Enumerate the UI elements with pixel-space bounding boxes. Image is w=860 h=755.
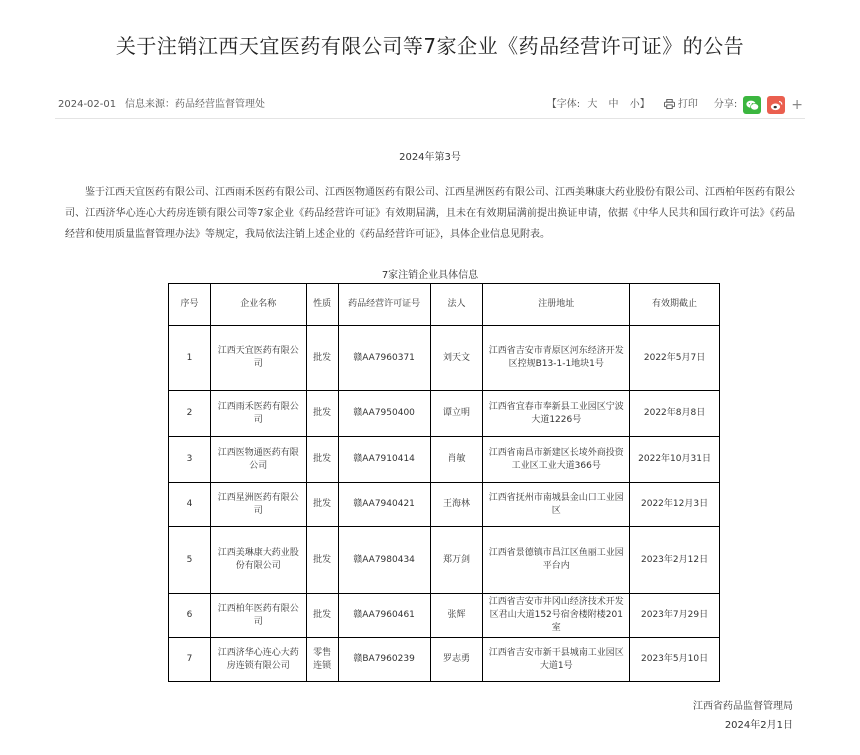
table-cell: 江西省吉安市新干县城南工业园区大道1号 [483,638,630,682]
table-cell: 江西星洲医药有限公司 [210,483,306,527]
table-row [169,638,720,682]
table-row [169,326,720,391]
table-cell: 3 [169,437,211,483]
table-cell: 罗志勇 [430,638,483,682]
table-row [169,483,720,527]
table-cell: 2023年5月10日 [630,638,720,682]
table-cell: 江西雨禾医药有限公司 [210,391,306,437]
table-cell: 江西省宜春市奉新县工业园区宁波大道1226号 [483,391,630,437]
table-cell: 赣BA7960239 [338,638,430,682]
printer-icon [664,99,675,109]
publish-date: 2024-02-01 [58,99,117,110]
table-cell: 批发 [306,391,338,437]
table-row [169,437,720,483]
table-cell: 2022年8月8日 [630,391,720,437]
table-cell: 2022年5月7日 [630,326,720,391]
table-cell: 4 [169,483,211,527]
table-cell: 赣AA7960461 [338,594,430,638]
table-cell: 赣AA7980434 [338,527,430,594]
table-cell: 肖敏 [430,437,483,483]
announcement-body: 鉴于江西天宜医药有限公司、江西雨禾医药有限公司、江西医物通医药有限公司、江西星洲医药有限公司、江西美琳康大药业股份有限公司、江西柏年医药有限公司、江西济华心连心大药房连锁有限公司等7家企业《药品经营许可证》有效期届满，且未在有效期届满前提出换证申请，依据《中华人民共和国行政许可法》《药品经营和使用质量监督管理办法》等规定，我局依法注销上述企业的《药品经营许可证》，具体企业信息见附表。 [65,187,795,240]
meta-tools [547,95,803,115]
table-cell: 赣AA7950400 [338,391,430,437]
table-header-row [169,284,720,326]
print-button[interactable] [664,95,698,115]
table-cell: 5 [169,527,211,594]
table-cell: 江西柏年医药有限公司 [210,594,306,638]
font-small-link[interactable]: 小】 [629,99,650,110]
table-row [169,527,720,594]
table-row [169,594,720,638]
table-cell: 赣AA7910414 [338,437,430,483]
table-cell: 1 [169,326,211,391]
table-cell: 2023年2月12日 [630,527,720,594]
column-header: 序号 [169,284,211,326]
font-medium-link[interactable]: 中 [608,99,619,110]
table-cell: 张辉 [430,594,483,638]
font-size-control [547,95,654,115]
company-table [168,283,720,682]
table-cell: 江西省南昌市新建区长堎外商投资工业区工业大道366号 [483,437,630,483]
column-header: 注册地址 [483,284,630,326]
share-label: 分享: [713,99,738,110]
table-cell: 江西省吉安市青原区河东经济开发区控规B13-1-1地块1号 [483,326,630,391]
table-cell: 江西济华心连心大药房连锁有限公司 [210,638,306,682]
table-cell: 批发 [306,326,338,391]
issue-date: 2024年2月1日 [724,720,793,731]
column-header: 有效期截止 [630,284,720,326]
table-cell: 零售连锁 [306,638,338,682]
table-caption: 7家注销企业具体信息 [381,270,479,281]
table-cell: 批发 [306,594,338,638]
table-cell: 批发 [306,527,338,594]
table-cell: 2 [169,391,211,437]
column-header: 药品经营许可证号 [338,284,430,326]
article-meta [58,95,803,115]
table-cell: 赣AA7960371 [338,326,430,391]
column-header: 企业名称 [210,284,306,326]
table-cell: 王海林 [430,483,483,527]
table-cell: 2023年7月29日 [630,594,720,638]
wechat-share-button[interactable] [743,96,761,114]
table-cell: 批发 [306,437,338,483]
table-cell: 郑万剑 [430,527,483,594]
table-cell: 江西天宜医药有限公司 [210,326,306,391]
font-size-label: 【字体: [546,99,581,110]
table-cell: 刘天文 [430,326,483,391]
more-share-button[interactable]: + [791,97,803,113]
table-cell: 江西省吉安市井冈山经济技术开发区君山大道152号宿舍楼附楼201室 [483,594,630,638]
table-cell: 江西省景德镇市昌江区鱼丽工业园平台内 [483,527,630,594]
divider [55,118,805,119]
table-cell: 江西医物通医药有限公司 [210,437,306,483]
weibo-share-button[interactable] [767,96,785,114]
table-row [169,391,720,437]
wechat-icon [746,100,759,111]
table-cell: 批发 [306,483,338,527]
document-number: 2024年第3号 [399,152,461,163]
table-cell: 赣AA7940421 [338,483,430,527]
column-header: 法人 [430,284,483,326]
page-title: 关于注销江西天宜医药有限公司等7家企业《药品经营许可证》的公告 [115,34,745,58]
table-cell: 2022年12月3日 [630,483,720,527]
weibo-icon [770,100,783,111]
column-header: 性质 [306,284,338,326]
table-cell: 6 [169,594,211,638]
table-cell: 江西省抚州市南城县金山口工业园区 [483,483,630,527]
table-cell: 谭立明 [430,391,483,437]
table-cell: 2022年10月31日 [630,437,720,483]
table-cell: 7 [169,638,211,682]
font-large-link[interactable]: 大 [587,99,598,110]
table-cell: 江西美琳康大药业股份有限公司 [210,527,306,594]
issuing-organization: 江西省药品监督管理局 [693,701,793,712]
info-source: 信息来源：药品经营监督管理处 [125,99,265,110]
print-label: 打印 [677,99,698,110]
